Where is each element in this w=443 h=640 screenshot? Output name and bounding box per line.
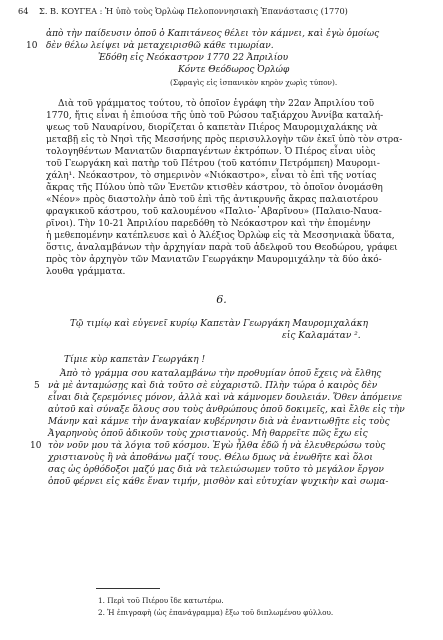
commentary-line-9: «Νέον» πρὸς διαστολὴν ἀπὸ τοῦ ἐπὶ τῆς ἀντικρυνῆς ἄκρας παλαιοτέρου bbox=[46, 195, 378, 205]
commentary-line-1: Διὰ τοῦ γράμματος τούτου, τὸ ὁποῖον ἐγράφη τὴν 22αν Ἀπριλίου τοῦ bbox=[58, 99, 375, 109]
letter-line-4: αὐτοῦ καὶ σύναξε ὅλους σου τοὺς ἀνθρώπους ὁποῦ δοκιμεῖς, καὶ ἔλθε εἰς τὴν bbox=[48, 405, 405, 415]
commentary-line-5: τολογηθέντων Μανιατῶν διαρπαγέντων ἐκτρόπων. Ὁ Πιέρος εἶναι υἱὸς bbox=[46, 147, 376, 157]
letter-line-6: Ἀγαρηνοὺς ὁποῦ ἀδικοῦν τοὺς χριστιανούς. Μὴ θαρρεῖτε πῶς ἔχω εἰς bbox=[48, 429, 368, 439]
letter-end-line-2: δὲν θέλω λείψει νὰ μεταχειρισθῶ κάθε τιμωρίαν. bbox=[46, 41, 274, 51]
letter-line-8: χριστιανοὺς ἢ νὰ ἀποθάνω μαζί τους. Θέλω δμως νὰ ἑνωθῆτε καὶ ὅλοι bbox=[48, 453, 373, 463]
line-number-10: 10 bbox=[30, 441, 42, 451]
running-header bbox=[18, 6, 428, 16]
page-number: 64 bbox=[18, 6, 29, 16]
running-title: Σ. Β. ΚΟΥΓΕΑ : Ἡ ὑπὸ τοὺς Ὀρλὼφ Πελοποννησιακὴ Ἐπανάστασις (1770) bbox=[39, 6, 348, 16]
letter-signature: Κόντε Θεόδωρος Ὀρλώφ bbox=[178, 65, 290, 75]
letter-line-2: νὰ μὲ ἀνταμώσῃς καὶ διὰ τοῦτο σὲ εὐχαριστῶ. Πλὴν τώρα ὁ καιρὸς δὲν bbox=[48, 381, 378, 391]
address-line-1: Τῷ τιμίῳ καὶ εὐγενεῖ κυρίῳ Καπετὰν Γεωργάκη Μαυρομιχαλάκη bbox=[70, 319, 368, 329]
letter-line-1: Ἀπὸ τὸ γράμμα σου καταλαμβάνω τὴν προθυμίαν ὁποῦ ἔχεις νὰ ἔλθης bbox=[60, 369, 382, 379]
address-line-2: εἰς Καλαμάταν ². bbox=[282, 331, 361, 341]
commentary-line-15: λουθα γράμματα. bbox=[46, 267, 126, 277]
seal-note: (Σφραγὶς εἰς ἱσπανικὸν κηρὸν χωρὶς τύπον). bbox=[170, 78, 338, 87]
commentary-line-12: ἡ μεθεπομένην κατέπλευσε καὶ ὁ Ἀλέξιος Ὀρλὼφ εἰς τὰ Μεσσηνιακὰ ὕδατα, bbox=[46, 231, 395, 241]
footnote-rule bbox=[96, 588, 160, 589]
commentary-line-6: τοῦ Γεωργάκη καὶ πατὴρ τοῦ Πέτρου (τοῦ κατόπιν Πετρόμπεη) Μαυρομι- bbox=[46, 159, 380, 169]
letter-line-9: σας ὡς ὀρθόδοξοι μαζύ μας διὰ νὰ τελειώσωμεν τοῦτο τὸ μεγάλον ἔργον bbox=[48, 465, 384, 475]
letter-line-5: Μάνην καὶ κάμνε τὴν ἀναγκαίαν κυβέρνησιν διὰ νὰ ἐναντιωθῇτε εἰς τοὺς bbox=[48, 417, 390, 427]
commentary-line-7: χάλη¹. Νεόκαστρον, τὸ σημερινὸν «Νιόκαστρο», εἶναι τὸ ἐπὶ τῆς νοτίας bbox=[46, 171, 377, 181]
commentary-line-14: πρὸς τὸν ἀρχηγὸν τῶν Μανιατῶν Γεωργάκην Μαυρομιχάλην τὰ δύο ἀκό- bbox=[46, 255, 382, 265]
letter-dateline: Ἐδόθη εἰς Νεόκαστρον 1770 22 Ἀπριλίου bbox=[98, 53, 289, 63]
commentary-line-10: φραγκικοῦ κάστρου, τοῦ καλουμένου «Παλιο-᾿Αβαρῖνου» (Παλαιο-Ναυα- bbox=[46, 207, 382, 217]
salutation: Τίμιε κὺρ καπετὰν Γεωργάκη ! bbox=[64, 355, 206, 365]
footnote-1: 1. Περὶ τοῦ Πιέρου ἴδε κατωτέρω. bbox=[98, 596, 224, 605]
footnote-2: 2. Ἡ ἐπιγραφὴ (ὡς ἐπανάγραμμα) ἔξω τοῦ διπλωμένου φύλλου. bbox=[98, 608, 334, 617]
letter-line-7: τὸν νοῦν μου τὰ λόγια τοῦ κόσμου. Ἐγὼ ἦλθα ἐδῶ ἡ νὰ ἐλευθερώσω τοὺς bbox=[48, 441, 386, 451]
commentary-line-11: ρῖνοι). Τὴν 10-21 Ἀπριλίου παρεδόθη τὸ Νεόκαστρον καὶ τὴν ἑπομένην bbox=[46, 219, 371, 229]
line-number-5: 5 bbox=[34, 381, 40, 391]
commentary-line-3: ψεως τοῦ Ναυαρίνου, διορίζεται ὁ καπετὰν Πιέρος Μαυρομιχαλάκης νὰ bbox=[46, 123, 378, 133]
letter-line-10: ὁποῦ φέρνει εἰς κάθε ἕναν τιμήν, μισθὸν καὶ εὐτυχίαν ψυχικὴν καὶ σωμα- bbox=[48, 477, 389, 487]
line-number-10-top: 10 bbox=[26, 41, 38, 51]
commentary-line-8: ἄκρας τῆς Πύλου ὑπὸ τῶν Ἑνετῶν κτισθὲν κάστρον, τὸ ὁποῖον ὀνομάσθη bbox=[46, 183, 383, 193]
commentary-line-13: ὅστις, ἀναλαμβάνων τὴν ἀρχηγίαν παρὰ τοῦ ἀδελφοῦ του Θεοδώρου, γράφει bbox=[46, 243, 398, 253]
section-number: 6. bbox=[216, 293, 227, 306]
commentary-line-2: 1770, ἤτις εἶναι ἡ ἐπιούσα τῆς ὑπὸ τοῦ Ρώσου ταξιάρχου Ἀννίβα καταλή- bbox=[46, 111, 384, 121]
letter-line-3: εἶναι διὰ ζερεμόνιες μόνον, ἀλλὰ καὶ νὰ κάμνομεν δουλειάν. Ὅθεν ἀπόμεινε bbox=[48, 393, 403, 403]
letter-end-line-1: ἀπὸ τὴν παίδευσιν ὁποῦ ὁ Καπιτάνεος θέλει τὸν κάμνει, καὶ ἐγὼ ὁμοίως bbox=[46, 29, 380, 39]
commentary-line-4: μεταβῇ εἰς τὸ Νησὶ τῆς Μεσσήνης πρὸς περισυλλογὴν τῶν ἐκεῖ ὑπὸ τὸν στρα- bbox=[46, 135, 403, 145]
